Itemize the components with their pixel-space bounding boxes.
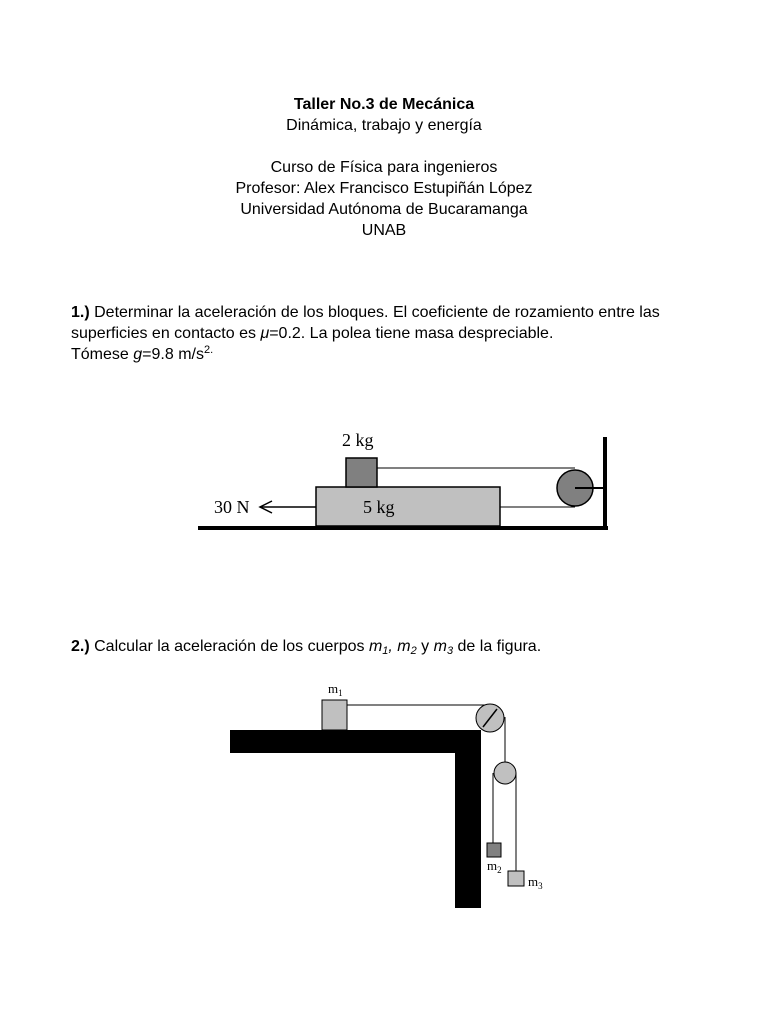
problem-1-text-d: =9.8 m/s: [142, 346, 204, 363]
table-top: [230, 730, 481, 753]
m3-symbol: m: [433, 638, 447, 655]
course-name: Curso de Física para ingenieros: [270, 159, 498, 176]
university-acronym: UNAB: [361, 222, 407, 239]
bottom-block-label: 5 kg: [363, 497, 395, 517]
label-m2: $m_2$: [487, 858, 502, 875]
pulley-movable: [494, 762, 516, 784]
force-label: 30 N: [214, 497, 250, 517]
table-leg: [455, 730, 481, 908]
problem-2-number: 2.): [71, 638, 90, 655]
m2-subscript: 2: [410, 645, 417, 657]
g-symbol: g: [133, 346, 143, 363]
problem-1-text-a: Determinar la aceleración de los bloques. El coeficiente de rozamiento entre las superficies en contacto es: [71, 304, 660, 342]
problem-1-text-c: Tómese: [71, 346, 134, 363]
block-m3: [508, 871, 524, 886]
m1-subscript: 1: [382, 645, 389, 657]
professor-name: Profesor: Alex Francisco Estupiñán López: [235, 180, 533, 197]
label-m1: $m_1$: [328, 681, 343, 698]
block-m1: [322, 700, 347, 730]
separator-2: y: [416, 638, 434, 655]
m1-symbol: m: [368, 638, 383, 655]
m2-symbol: m: [397, 638, 411, 655]
top-block-label: 2 kg: [342, 430, 374, 450]
university-name: Universidad Autónoma de Bucaramanga: [240, 201, 528, 218]
m3-subscript: 3: [446, 645, 454, 657]
problem-1-number: 1.): [71, 304, 90, 321]
problem-1-text-b: =0.2. La polea tiene masa despreciable.: [269, 325, 554, 342]
problem-2-text-b: de la figura.: [453, 638, 542, 655]
squared-superscript: 2.: [203, 344, 214, 356]
label-m3: $m_3$: [528, 874, 543, 891]
separator-1: ,: [388, 638, 398, 655]
mu-symbol: μ: [260, 325, 270, 342]
problem-2-text-a: Calcular la aceleración de los cuerpos: [89, 638, 369, 655]
block-m2: [487, 843, 501, 857]
document-subtitle: Dinámica, trabajo y energía: [286, 117, 482, 134]
document-title: Taller No.3 de Mecánica: [293, 96, 475, 113]
